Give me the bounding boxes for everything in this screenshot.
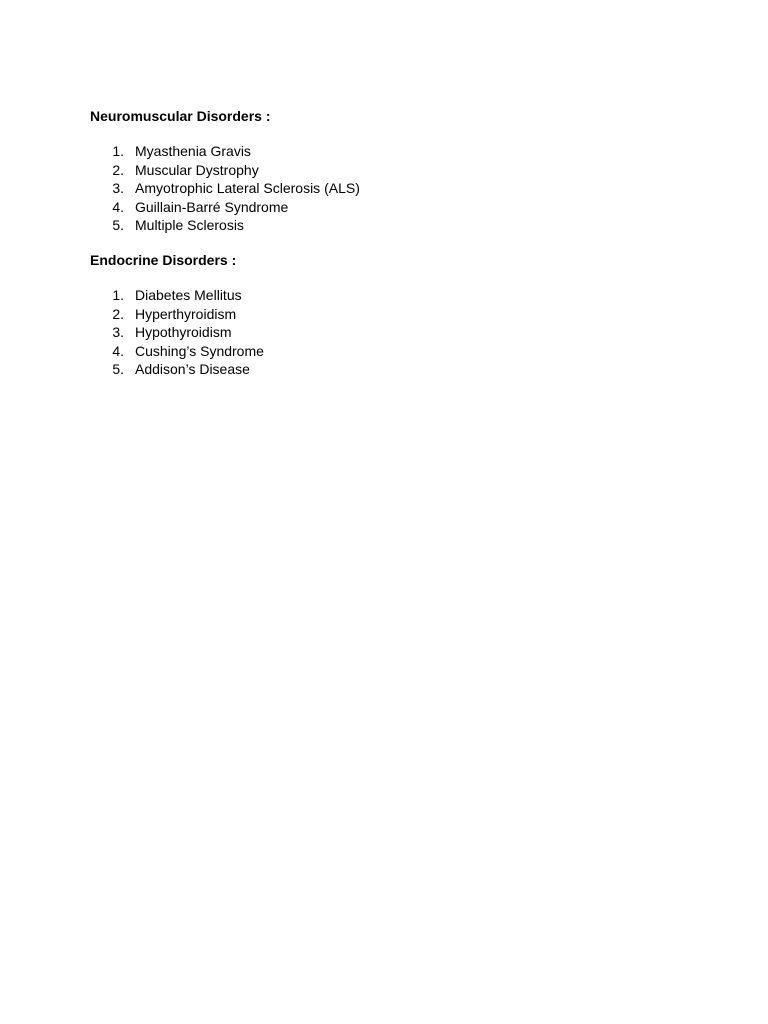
list-number: 4. — [112, 198, 124, 215]
list-number: 2. — [112, 161, 124, 178]
list-item-text: Addison’s Disease — [135, 361, 250, 378]
list-item-text: Hypothyroidism — [135, 324, 232, 341]
list-number: 1. — [112, 143, 124, 159]
list-number: 3. — [112, 324, 124, 341]
list-item-text: Muscular Dystrophy — [135, 161, 259, 178]
list-item-text: Diabetes Mellitus — [135, 287, 242, 303]
list-item — [0, 198, 768, 217]
list-item-text: Hyperthyroidism — [135, 305, 237, 322]
list-item-text: Multiple Sclerosis — [135, 217, 244, 234]
list-number: 4. — [112, 342, 124, 359]
list-item — [0, 161, 768, 180]
list-item — [0, 323, 768, 342]
list-number: 5. — [112, 217, 124, 234]
list-number: 3. — [112, 180, 124, 197]
list-item-text: Amyotrophic Lateral Sclerosis (ALS) — [135, 180, 360, 197]
list-number: 1. — [112, 287, 124, 303]
list-item — [0, 360, 768, 379]
list-item-text: Myasthenia Gravis — [135, 143, 251, 159]
list-item — [0, 286, 768, 305]
endocrine-list — [0, 286, 768, 379]
list-item — [0, 142, 768, 161]
list-item — [0, 342, 768, 361]
section-heading-endocrine: Endocrine Disorders : — [90, 252, 237, 268]
list-item-text: Cushing’s Syndrome — [135, 342, 264, 359]
list-item — [0, 305, 768, 324]
section-heading-neuromuscular: Neuromuscular Disorders : — [90, 108, 271, 124]
list-item — [0, 179, 768, 198]
neuromuscular-list — [0, 142, 768, 235]
list-number: 5. — [112, 361, 124, 378]
list-item — [0, 216, 768, 235]
list-item-text: Guillain-Barré Syndrome — [135, 198, 289, 215]
list-number: 2. — [112, 305, 124, 322]
